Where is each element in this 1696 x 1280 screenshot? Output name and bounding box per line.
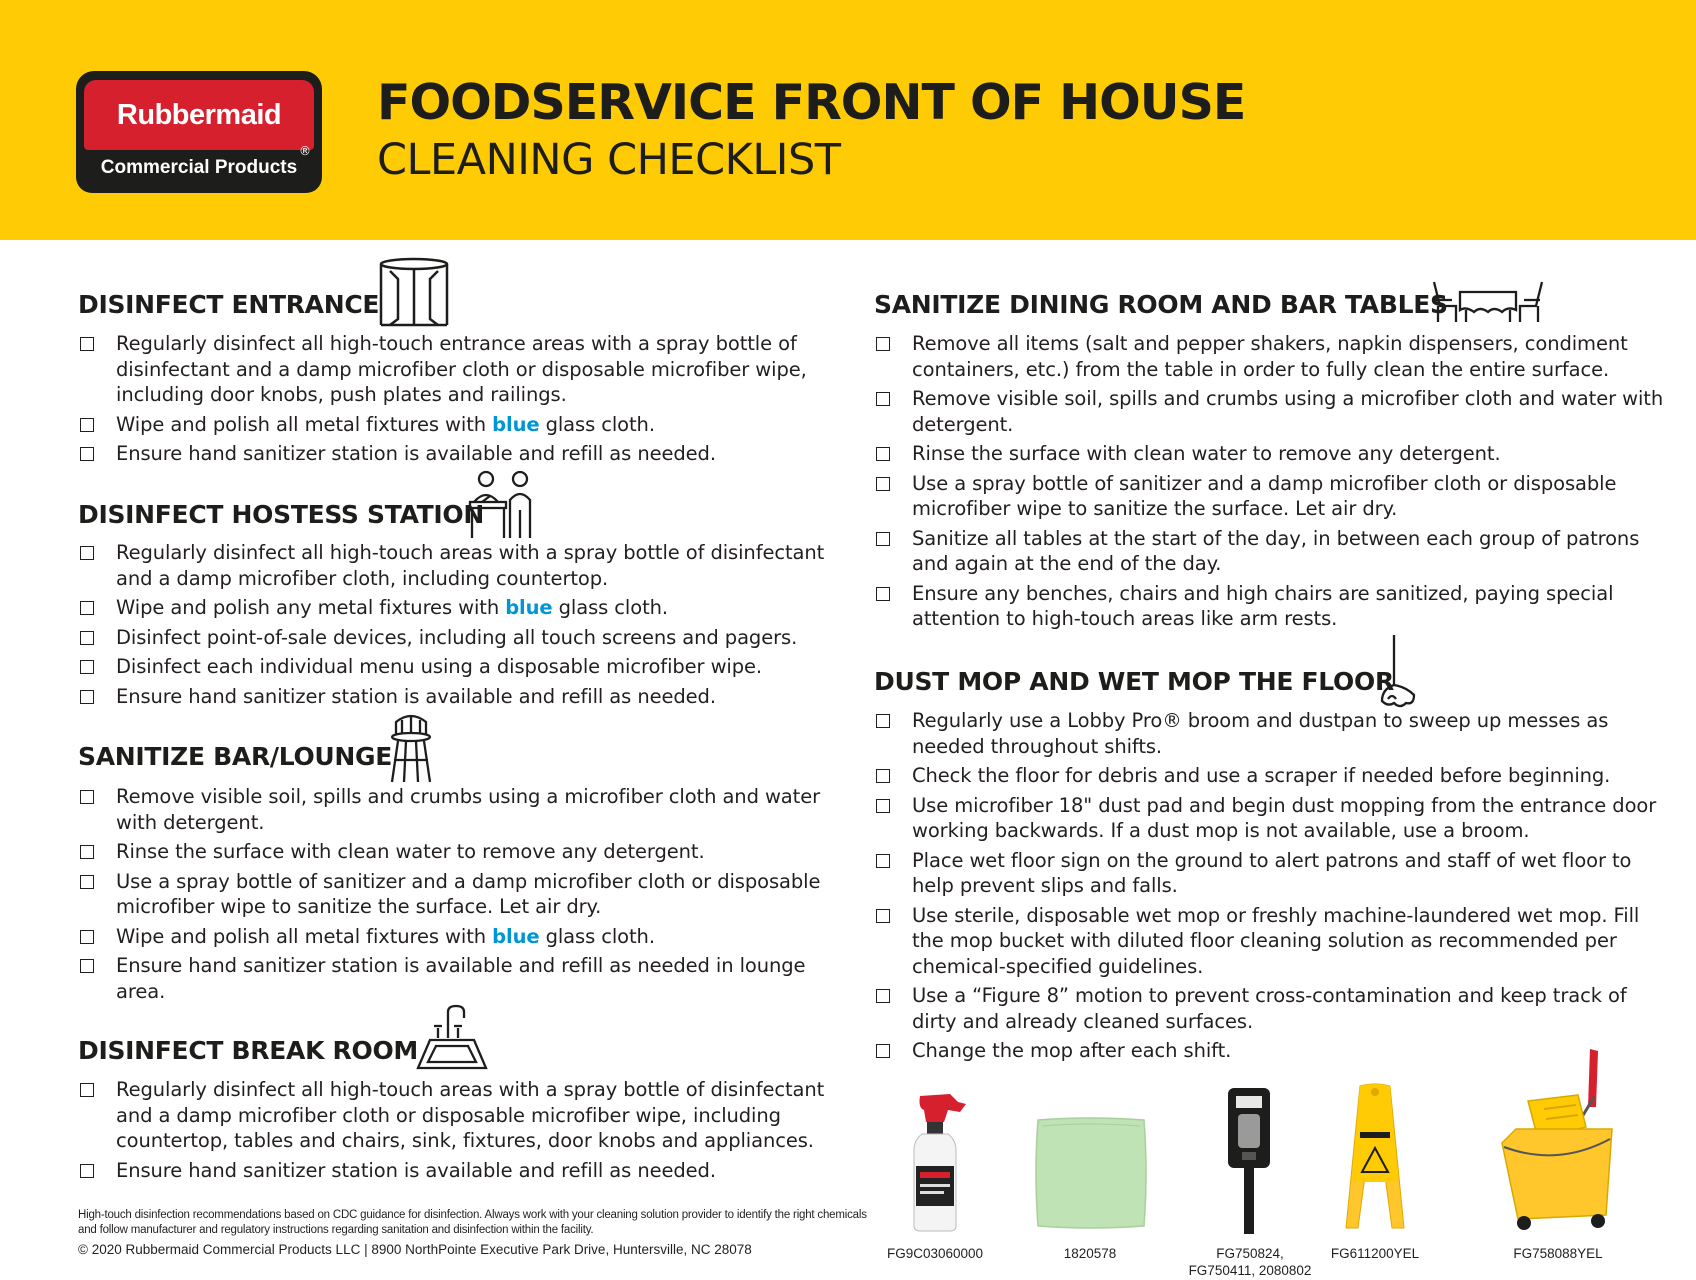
checklist-item[interactable]: Use a “Figure 8” motion to prevent cross-contamination and keep track of dirty and already cleaned surfaces.	[874, 983, 1674, 1034]
checkbox[interactable]	[876, 532, 890, 546]
section-title-floor: DUST MOP AND WET MOP THE FLOOR	[874, 667, 1394, 696]
checkbox[interactable]	[80, 1083, 94, 1097]
checkbox[interactable]	[80, 337, 94, 351]
checklist-item[interactable]: Use sterile, disposable wet mop or freshly machine-laundered wet mop. Fill the mop bucket with diluted floor cleaning solution as recommended per chemical-specified guidelines.	[874, 903, 1674, 980]
checkbox[interactable]	[80, 790, 94, 804]
spray-bottle-icon	[900, 1088, 970, 1237]
checkbox[interactable]	[876, 337, 890, 351]
checklist-item[interactable]: Regularly use a Lobby Pro® broom and dustpan to sweep up messes as needed throughout shifts.	[874, 708, 1674, 759]
checklist-item[interactable]: Regularly disinfect all high-touch entrance areas with a spray bottle of disinfectant and a damp microfiber cloth or disposable microfiber wipe, including door knobs, push plates and railings.	[78, 331, 848, 408]
microfiber-cloth-icon	[1032, 1114, 1150, 1236]
section-title-breakroom: DISINFECT BREAK ROOM	[78, 1036, 418, 1065]
logo-registered-mark: ®	[299, 144, 311, 158]
checkbox[interactable]	[876, 799, 890, 813]
checklist-item[interactable]: Wipe and polish any metal fixtures with blue glass cloth.	[78, 595, 848, 621]
mop-bucket-wringer-icon	[1498, 1047, 1618, 1236]
product-sku: FG750824, FG750411, 2080802	[1188, 1246, 1312, 1278]
page-subtitle: CLEANING CHECKLIST	[377, 135, 841, 185]
checklist-item[interactable]: Sanitize all tables at the start of the day, in between each group of patrons and again at the end of the day.	[874, 526, 1674, 577]
checkbox[interactable]	[876, 714, 890, 728]
checkbox[interactable]	[876, 477, 890, 491]
checklist-item[interactable]: Rinse the surface with clean water to remove any detergent.	[78, 839, 848, 865]
checklist-item[interactable]: Disinfect point-of-sale devices, including all touch screens and pagers.	[78, 625, 848, 651]
checklist-item[interactable]: Ensure hand sanitizer station is available and refill as needed.	[78, 684, 848, 710]
checkbox[interactable]	[876, 769, 890, 783]
checklist-item[interactable]: Use a spray bottle of sanitizer and a damp microfiber cloth or disposable microfiber wipe to sanitize the surface. Let air dry.	[78, 869, 848, 920]
checklist-item[interactable]: Regularly disinfect all high-touch areas with a spray bottle of disinfectant and a damp microfiber cloth, including countertop.	[78, 540, 848, 591]
copyright: © 2020 Rubbermaid Commercial Products LLC | 8900 NorthPointe Executive Park Drive, Huntersville, NC 28078	[78, 1242, 752, 1257]
product-sku: 1820578	[1063, 1246, 1117, 1261]
highlight-blue: blue	[505, 596, 553, 619]
checklist-item[interactable]: Remove visible soil, spills and crumbs using a microfiber cloth and water with detergent.	[78, 784, 848, 835]
section-title-entrance: DISINFECT ENTRANCE	[78, 290, 380, 319]
rubbermaid-logo	[76, 71, 322, 193]
checkbox[interactable]	[80, 601, 94, 615]
checklist-item[interactable]: Disinfect each individual menu using a disposable microfiber wipe.	[78, 654, 848, 680]
page-title: FOODSERVICE FRONT OF HOUSE	[377, 74, 1246, 131]
product-sku: FG758088YEL	[1513, 1246, 1603, 1261]
checklist-item[interactable]: Wipe and polish all metal fixtures with blue glass cloth.	[78, 924, 848, 950]
sanitizer-dispenser-stand-icon	[1224, 1086, 1274, 1240]
logo-subtitle: Commercial Products	[100, 157, 298, 178]
highlight-blue: blue	[492, 412, 540, 436]
product-sku: FG9C03060000	[886, 1246, 984, 1261]
logo-brand-text: Rubbermaid	[116, 98, 282, 131]
mop-icon	[1378, 633, 1418, 709]
checkbox[interactable]	[80, 930, 94, 944]
checkbox[interactable]	[876, 587, 890, 601]
list-bar	[78, 784, 848, 1008]
checklist-item[interactable]: Ensure any benches, chairs and high chairs are sanitized, paying special attention to high-touch areas like arm rests.	[874, 581, 1674, 632]
checkbox[interactable]	[80, 546, 94, 560]
checkbox[interactable]	[80, 660, 94, 674]
checklist-item[interactable]: Rinse the surface with clean water to remove any detergent.	[874, 441, 1674, 467]
list-hostess	[78, 540, 848, 713]
checklist-item[interactable]: Ensure hand sanitizer station is available and refill as needed.	[78, 441, 848, 467]
bar-stool-icon	[388, 712, 434, 784]
checkbox[interactable]	[876, 1044, 890, 1058]
checklist-item[interactable]: Ensure hand sanitizer station is available and refill as needed in lounge area.	[78, 953, 848, 1004]
header-band	[0, 0, 1696, 240]
logo-red-badge	[84, 80, 314, 150]
footnote: High-touch disinfection recommendations based on CDC guidance for disinfection. Always work with your cleaning solution provider to identify the right chemicals and follow manufacturer and regulatory instructions regarding sanitation and disinfection within the facility.	[78, 1209, 867, 1236]
checkbox[interactable]	[876, 392, 890, 406]
hostess-station-icon	[468, 470, 540, 542]
checklist-item[interactable]: Remove visible soil, spills and crumbs using a microfiber cloth and water with detergent.	[874, 386, 1674, 437]
highlight-blue: blue	[492, 924, 540, 948]
checkbox[interactable]	[80, 959, 94, 973]
checklist-item[interactable]: Use a spray bottle of sanitizer and a damp microfiber cloth or disposable microfiber wipe to sanitize the surface. Let air dry.	[874, 471, 1674, 522]
checklist-item[interactable]: Change the mop after each shift.	[874, 1038, 1674, 1064]
checkbox[interactable]	[876, 854, 890, 868]
checkbox[interactable]	[80, 631, 94, 645]
checklist-item[interactable]: Remove all items (salt and pepper shakers, napkin dispensers, condiment containers, etc.) from the table in order to fully clean the entire surface.	[874, 331, 1674, 382]
checkbox[interactable]	[80, 845, 94, 859]
checkbox[interactable]	[876, 989, 890, 1003]
checkbox[interactable]	[80, 690, 94, 704]
list-entrance	[78, 331, 848, 471]
wet-floor-sign-icon	[1338, 1082, 1412, 1236]
list-breakroom	[78, 1077, 848, 1187]
revolving-door-icon	[378, 257, 450, 329]
sink-icon	[416, 1004, 488, 1070]
section-title-dining: SANITIZE DINING ROOM AND BAR TABLES	[874, 290, 1448, 319]
table-chairs-icon	[1432, 280, 1544, 324]
checkbox[interactable]	[80, 418, 94, 432]
section-title-hostess: DISINFECT HOSTESS STATION	[78, 500, 485, 529]
checklist-item[interactable]: Ensure hand sanitizer station is available and refill as needed.	[78, 1158, 848, 1184]
checklist-item[interactable]: Check the floor for debris and use a scraper if needed before beginning.	[874, 763, 1674, 789]
product-sku: FG611200YEL	[1330, 1246, 1420, 1261]
checklist-item[interactable]: Regularly disinfect all high-touch areas with a spray bottle of disinfectant and a damp microfiber cloth or disposable microfiber wipe, including countertop, tables and chairs, sink, fixtures, door knobs and appliances.	[78, 1077, 848, 1154]
checkbox[interactable]	[80, 447, 94, 461]
checklist-item[interactable]: Wipe and polish all metal fixtures with blue glass cloth.	[78, 412, 848, 438]
checkbox[interactable]	[80, 1164, 94, 1178]
list-floor	[874, 708, 1674, 1068]
checklist-item[interactable]: Use microfiber 18" dust pad and begin dust mopping from the entrance door working backwards. If a dust mop is not available, use a broom.	[874, 793, 1674, 844]
checkbox[interactable]	[876, 909, 890, 923]
list-dining	[874, 331, 1674, 636]
checklist-item[interactable]: Place wet floor sign on the ground to alert patrons and staff of wet floor to help prevent slips and falls.	[874, 848, 1674, 899]
checkbox[interactable]	[80, 875, 94, 889]
section-title-bar: SANITIZE BAR/LOUNGE	[78, 742, 393, 771]
checkbox[interactable]	[876, 447, 890, 461]
